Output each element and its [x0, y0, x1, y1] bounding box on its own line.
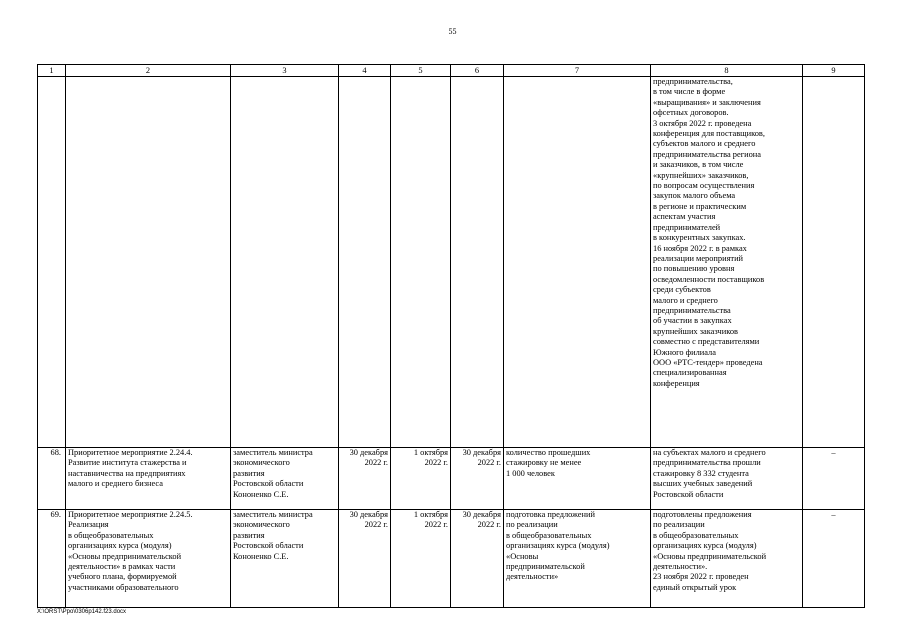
- date-cell: 1 октября 2022 г.: [391, 448, 451, 510]
- column-number: 8: [651, 65, 803, 77]
- column-number: 4: [339, 65, 391, 77]
- table-cell: [38, 77, 66, 448]
- page-number: 55: [448, 27, 457, 36]
- date-cell: 30 декабря 2022 г.: [451, 448, 504, 510]
- column-number: 6: [451, 65, 504, 77]
- responsible-cell: заместитель министра экономического развития Ростовской области Кононенко С.Е.: [231, 448, 339, 510]
- note-cell: –: [803, 510, 865, 608]
- column-number: 2: [66, 65, 231, 77]
- table-cell: [451, 77, 504, 448]
- column-number: 3: [231, 65, 339, 77]
- table-row: [38, 448, 865, 510]
- events-table: [37, 64, 865, 608]
- table-row-continuation: [38, 77, 865, 448]
- file-path-footer: X:\ORST\Ppo\0306p142.f23.docx: [37, 609, 127, 615]
- column-number: 7: [504, 65, 651, 77]
- table-cell: [803, 77, 865, 448]
- table-cell: [66, 77, 231, 448]
- row-number: 69.: [38, 510, 66, 608]
- date-cell: 1 октября 2022 г.: [391, 510, 451, 608]
- table-cell: [231, 77, 339, 448]
- column-number: 9: [803, 65, 865, 77]
- event-cell: Приоритетное мероприятие 2.24.4. Развитие института стажерства и наставничества на предприятиях малого и среднего бизнеса: [66, 448, 231, 510]
- result-cell: на субъектах малого и среднего предпринимательства прошли стажировку 8 332 студента высших учебных заведений Ростовской области: [651, 448, 803, 510]
- column-number-row: [38, 65, 865, 77]
- table-row: [38, 510, 865, 608]
- note-cell: –: [803, 448, 865, 510]
- column-number: 1: [38, 65, 66, 77]
- row-number: 68.: [38, 448, 66, 510]
- result-cell: предпринимательства, в том числе в форме «выращивания» и заключения офсетных договоров. 3 октября 2022 г. проведена конференция для поставщиков, субъектов малого и среднего предпринимательства региона и заказчиков, в том числе «крупнейших» заказчиков, по вопросам осуществления закупок малого объема в регионе и практическим аспектам участия предпринимателей в конкурентных закупках. 16 ноября 2022 г. в рамках реализации мероприятий по повышению уровня осведомленности поставщиков среди субъектов малого и среднего предпринимательства об участии в закупках крупнейших заказчиков совместно с представителями Южного филиала ООО «РТС-тендер» проведена специализированная конференция: [651, 77, 803, 448]
- date-cell: 30 декабря 2022 г.: [451, 510, 504, 608]
- table-cell: [391, 77, 451, 448]
- event-cell: Приоритетное мероприятие 2.24.5. Реализация в общеобразовательных организациях курса (модуля) «Основы предпринимательской деятельности» в рамках части учебного плана, формируемой участниками образовательного: [66, 510, 231, 608]
- expected-result-cell: количество прошедших стажировку не менее 1 000 человек: [504, 448, 651, 510]
- responsible-cell: заместитель министра экономического развития Ростовской области Кононенко С.Е.: [231, 510, 339, 608]
- expected-result-cell: подготовка предложений по реализации в общеобразовательных организациях курса (модуля) «Основы предпринимательской деятельности»: [504, 510, 651, 608]
- result-cell: подготовлены предложения по реализации в общеобразовательных организациях курса (модуля) «Основы предпринимательской деятельности». 23 ноября 2022 г. проведен единый открытый урок: [651, 510, 803, 608]
- date-cell: 30 декабря 2022 г.: [339, 448, 391, 510]
- table-cell: [504, 77, 651, 448]
- column-number: 5: [391, 65, 451, 77]
- date-cell: 30 декабря 2022 г.: [339, 510, 391, 608]
- table-cell: [339, 77, 391, 448]
